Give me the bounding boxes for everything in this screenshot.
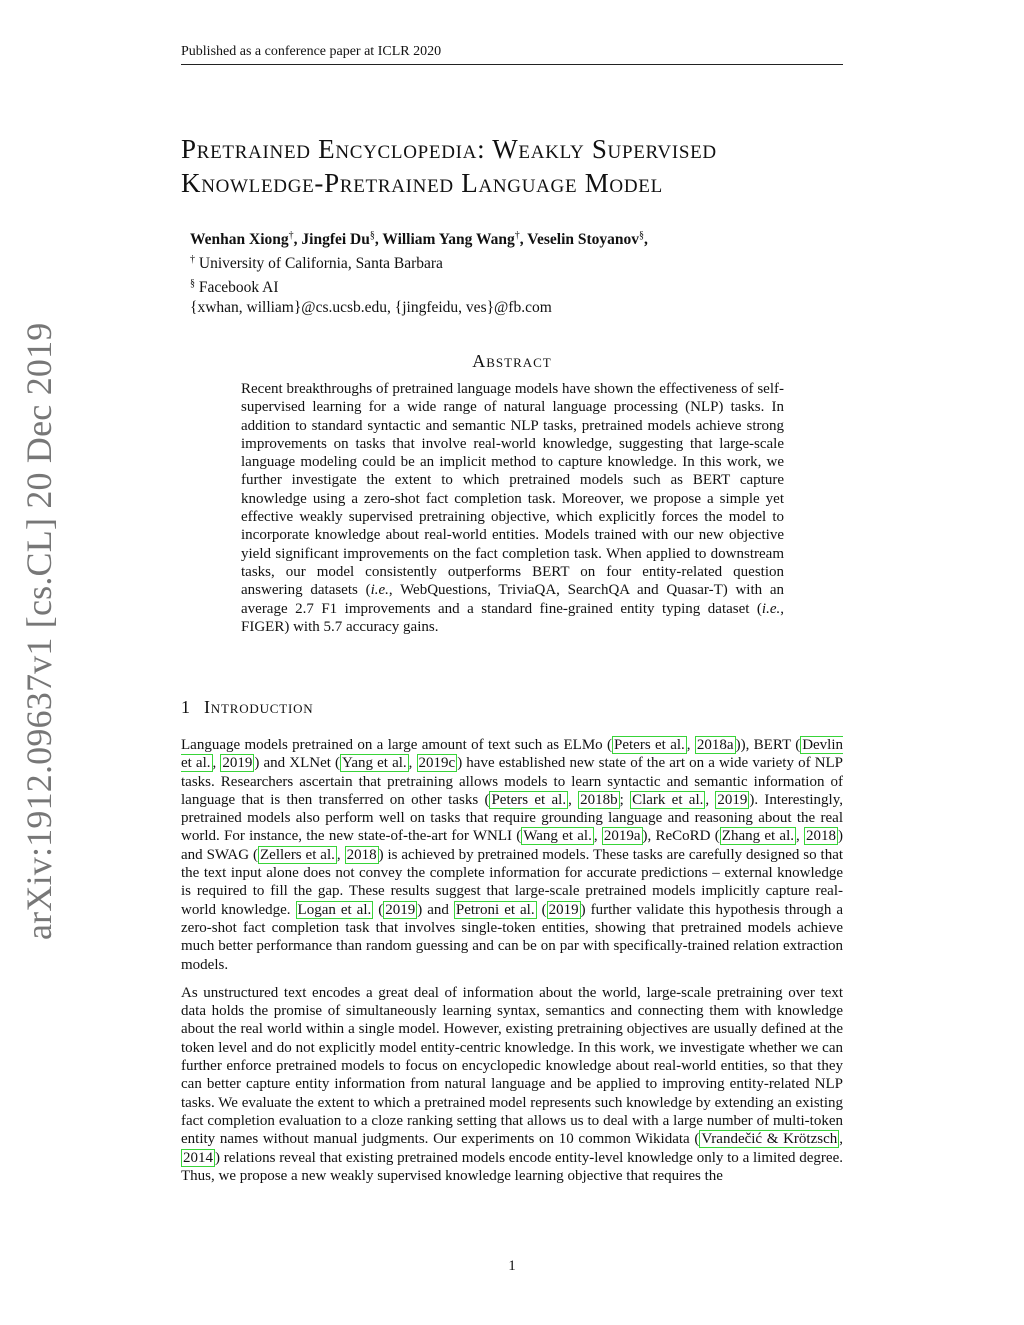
citation-year-link[interactable]: 2019c [418,755,456,772]
text-segment: ) relations reveal that existing pretrained models encode entity-level knowledge only to a limited degree. Thus, we propose a new weakly supervised knowledge learning objective that requires the [181,1149,843,1184]
text-segment: ) have established new state of the art on a wide variety of NLP tasks. Researchers ascertain that pretraining allows models to learn syntactic and semantic information of language that is then transferred on other tasks ( [181,755,844,808]
citation-year-link[interactable]: 2014 [183,1149,213,1166]
text-segment: , [336,846,345,863]
affiliation-mark: § [369,230,375,241]
citation-year-link[interactable]: 2018 [806,828,837,845]
abstract-segment: , WebQuestions, TriviaQA, SearchQA and Quasar-T) with an average 2.7 F1 improvements and a standard fine-grained entity typing dataset ( [241,582,784,617]
citation-year-link[interactable]: 2018 [346,846,377,863]
author-emails: {xwhan, william}@cs.ucsb.edu, {jingfeidu, ves}@fb.com [190,299,552,317]
affiliation-2 [190,274,830,298]
citation-link[interactable]: Wang et al. [523,828,592,845]
text-segment: )), BERT ( [735,737,801,753]
citation-year-link[interactable]: 2019a [603,828,641,845]
text-segment: ), ReCoRD ( [642,828,720,845]
citation-year-link[interactable]: 2018b [580,791,618,808]
affiliation-mark: † [514,230,520,241]
abstract-text [241,380,784,636]
citation-link[interactable]: Yang et al. [342,755,407,772]
section-title: Introduction [204,697,314,717]
citation-link[interactable]: Devlin et al. [181,737,844,772]
affiliation-1 [190,250,830,274]
text-segment: , [705,791,716,808]
text-segment: Language models pretrained on a large amount of text such as ELMo ( [181,737,613,753]
author-name: William Yang Wang [382,231,515,249]
citation-link[interactable]: Petroni et al. [455,901,535,918]
text-segment: ( [373,901,384,918]
paragraph [181,984,843,1185]
citation-year-link[interactable]: 2019 [717,791,748,808]
paper-title [181,132,851,200]
paragraph [181,736,843,974]
affiliation-text: Facebook AI [198,279,279,297]
abstract-segment: , FIGER) with 5.7 accuracy gains. [241,600,784,635]
abstract-segment: Recent breakthroughs of pretrained language models have shown the effectiveness of self-supervised learning for a wide range of natural language processing (NLP) tasks. In addition to standard syntactic and semantic NLP tasks, pretrained models achieve strong improvements on tasks that involve real-world knowledge, suggesting that large-scale language modeling could be an implicit method to capture knowledge. In this work, we further investigate the extent to which pretrained models such as BERT capture knowledge using a zero-shot fact completion task. Moreover, we propose a simple yet effective weakly supervised pretraining objective, which explicitly forces the model to incorporate knowledge about real-world entities. Models trained with our new objective yield significant improvements on the fact completion task. When applied to downstream tasks, our model consistently outperforms BERT on four entity-related question answering datasets ( [241,381,784,599]
section-heading [181,697,313,718]
author-block [190,226,830,318]
text-segment: , [593,828,602,845]
abstract-heading: Abstract [472,351,552,371]
affiliation-mark: † [190,254,195,266]
citation-link[interactable]: Peters et al. [614,737,685,753]
text-segment: ) and SWAG ( [181,828,844,863]
affiliation-mark: † [288,230,294,241]
author-name: Wenhan Xiong [190,231,289,249]
affiliation-mark: § [190,278,195,290]
affiliation-mark: § [639,230,645,241]
text-segment: , [212,755,221,772]
text-segment: , [568,791,579,808]
text-segment: As unstructured text encodes a great deal of information about the world, large-scale pretraining over text data holds the promise of simultaneously learning syntax, semantics and connecting them with knowledge about the real world within a single model. However, existing pretraining objectives are usually defined at the token level and do not explicitly model entity-centric knowledge. In this work, we investigate whether we can further enforce pretrained models to focus on encyclopedic knowledge about real-world entities, so that they can better capture entity information from natural language and be applied to improving entity-related NLP tasks. We evaluate the extent to which a pretrained model represents such knowledge by extending an existing fact completion evaluation to a cloze ranking setting that allows us to deal with a large number of multi-token entity names without manual judgments. Our experiments on 10 common Wikidata ( [181,984,843,1148]
running-header: Published as a conference paper at ICLR 2020 [181,44,442,59]
author-list: Wenhan Xiong†, Jingfei Du§, William Yang Wang†, Veselin Stoyanov§, [190,230,648,249]
text-segment: , [839,1131,843,1148]
citation-link[interactable]: Logan et al. [297,901,372,918]
text-segment: ). Interestingly, pretrained models also perform well on tasks that require grounding language and reasoning about the real world. For instance, the new state-of-the-art for WNLI ( [181,791,844,845]
text-segment: ) and [417,901,454,918]
citation-link[interactable]: Vrandečić & Krötzsch [701,1131,838,1148]
affiliation-text: University of California, Santa Barbara [198,255,443,273]
author-name: Jingfei Du [301,231,370,249]
text-segment: ) further validate this hypothesis through a zero-shot fact completion task that involves single-token entities, showing that pretrained models achieve much better performance than random guessing and can be on par with specifically-trained relation extraction models. [181,901,843,973]
abstract-ie: i.e. [370,582,389,599]
title-line-1: Pretrained Encyclopedia: Weakly Supervised [181,134,717,164]
header-rule [181,64,843,65]
title-line-2: Knowledge-Pretrained Language Model [181,168,663,198]
section-number: 1 [181,697,190,717]
arxiv-stamp: arXiv:1912.09637v1 [cs.CL] 20 Dec 2019 [19,322,59,940]
text-segment: ; [619,791,631,808]
citation-link[interactable]: Zellers et al. [260,846,335,863]
text-segment: , [796,828,805,845]
citation-link[interactable]: Zhang et al. [721,828,795,845]
text-segment: ( [536,901,547,918]
text-segment: , [408,755,417,772]
page-number: 1 [508,1258,516,1274]
citation-year-link[interactable]: 2019 [222,755,253,772]
text-segment: , [686,737,695,753]
citation-year-link[interactable]: 2019 [385,901,416,918]
text-segment: ) is achieved by pretrained models. These tasks are carefully designed so that the text input alone does not convey the complete information for accurate predictions – external knowledge is required to fill the gap. These results suggest that large-scale pretrained models implicitly capture real-world knowledge. [181,846,844,918]
author-name: Veselin Stoyanov [527,231,640,249]
citation-year-link[interactable]: 2019 [548,901,579,918]
citation-link[interactable]: Peters et al. [491,791,567,808]
abstract-ie: i.e. [761,600,781,617]
section-body [181,736,843,1195]
citation-link[interactable]: Clark et al. [632,791,704,808]
text-segment: ) and XLNet ( [254,755,341,772]
citation-year-link[interactable]: 2018a [696,737,734,753]
